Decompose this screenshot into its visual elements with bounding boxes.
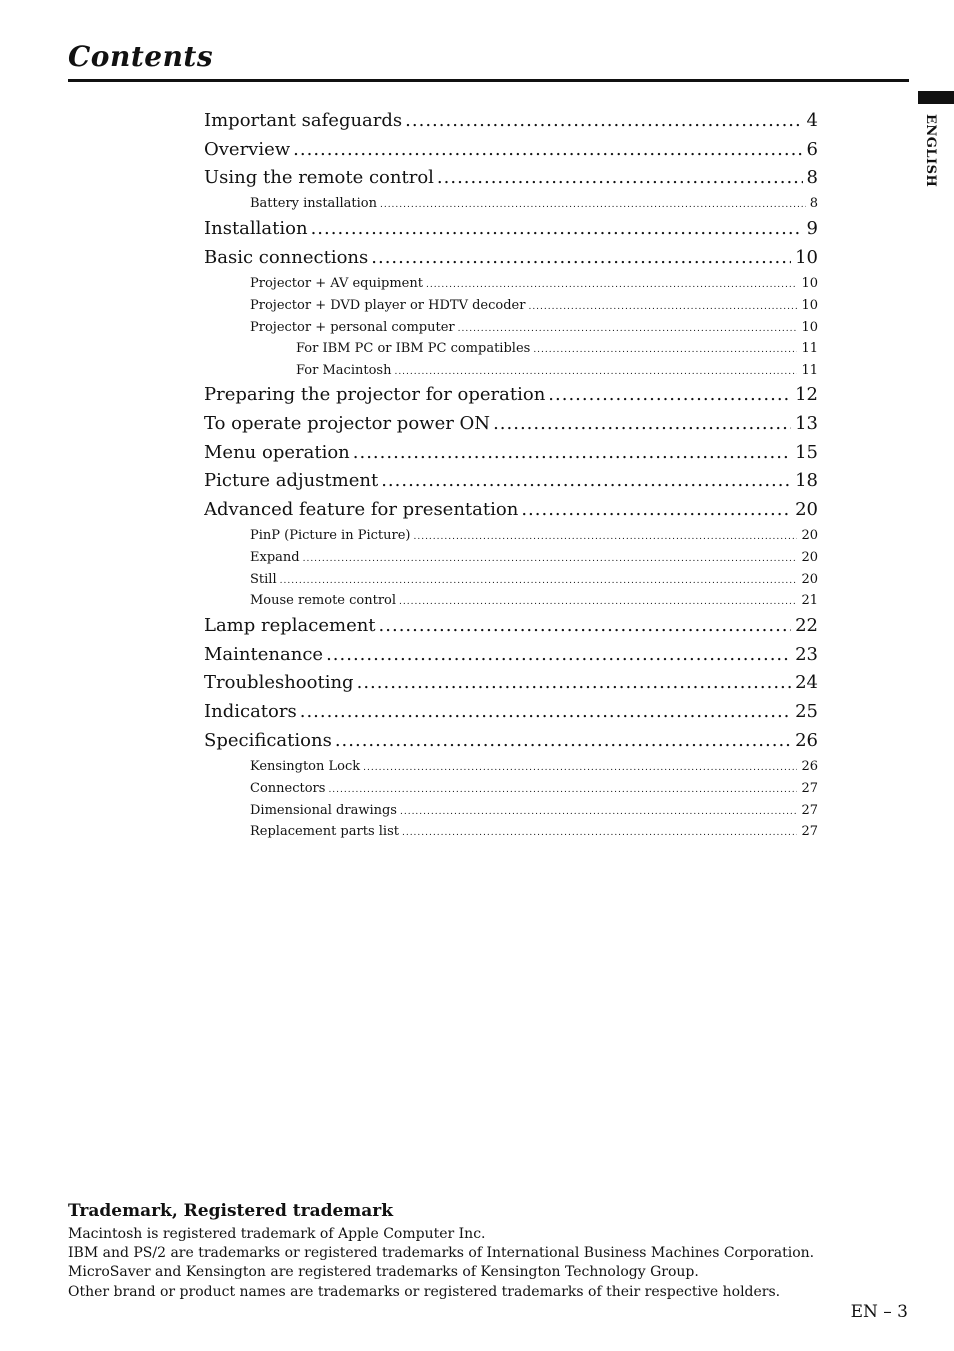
toc-entry [204,730,818,754]
toc-entry-page: 20 [801,528,818,543]
toc-entry [250,572,818,590]
toc-entry-page: 10 [801,298,818,313]
toc-leader-dots [380,200,806,210]
toc-entry [204,413,818,437]
toc-entry-title: Mouse remote control [250,593,397,608]
toc-leader-dots [458,324,798,334]
toc-entry [250,298,818,316]
toc-entry-title: Important safeguards [204,110,403,131]
toc-leader-dots [363,763,797,773]
toc-leader-dots [303,554,798,564]
toc-leader-dots [528,302,797,312]
toc-entry-page: 10 [795,247,818,268]
toc-entry-page: 12 [795,384,818,405]
toc-leader-dots [379,615,792,636]
toc-entry [250,759,818,777]
toc-entry [250,196,818,214]
page-number: EN – 3 [850,1302,908,1322]
toc-entry [250,320,818,338]
toc-entry-title: Maintenance [204,644,324,665]
toc-entry-page: 26 [795,730,818,751]
toc-leader-dots [399,597,797,607]
toc-entry-title: To operate projector power ON [204,413,491,434]
toc-entry [296,363,818,381]
toc-entry [250,550,818,568]
trademark-heading: Trademark, Registered trademark [68,1201,394,1221]
trademark-line: Macintosh is registered trademark of Apple Computer Inc. [68,1226,486,1242]
toc-entry [204,644,818,668]
toc-entry-title: Specifications [204,730,332,751]
toc-leader-dots [328,785,797,795]
toc-entry [204,247,818,271]
toc-entry-page: 13 [795,413,818,434]
toc-entry-title: Indicators [204,701,297,722]
toc-entry [250,824,818,842]
toc-entry-page: 20 [801,572,818,587]
toc-entry [204,442,818,466]
toc-entry [250,803,818,821]
toc-entry-page: 6 [806,139,818,160]
toc-leader-dots [280,576,798,586]
toc-entry-title: For Macintosh [296,363,392,378]
toc-entry-page: 11 [801,363,818,378]
toc-entry-title: For IBM PC or IBM PC compatibles [296,341,531,356]
toc-entry [204,218,818,242]
language-tab-label: ENGLISH [923,114,938,188]
toc-entry-title: Menu operation [204,442,350,463]
toc-entry-page: 4 [806,110,818,131]
toc-entry [204,470,818,494]
trademark-line: IBM and PS/2 are trademarks or registered trademarks of International Business Machines Corporation. [68,1245,815,1261]
toc-entry [204,384,818,408]
toc-entry-title: Projector + personal computer [250,320,455,335]
toc-entry-page: 27 [801,803,818,818]
toc-leader-dots [381,470,791,491]
toc-entry-page: 25 [795,701,818,722]
language-tab-marker [918,91,954,104]
toc-entry [204,139,818,163]
toc-entry [250,276,818,294]
toc-leader-dots [326,644,791,665]
toc-entry-page: 11 [801,341,818,356]
toc-leader-dots [400,807,797,817]
toc-entry-title: Battery installation [250,196,377,211]
trademark-line: Other brand or product names are trademarks or registered trademarks of their respective holders. [68,1284,781,1300]
toc-entry [250,593,818,611]
toc-leader-dots [426,280,797,290]
toc-entry-title: Still [250,572,277,587]
toc-entry-page: 18 [795,470,818,491]
toc-leader-dots [311,218,803,239]
title-divider [68,79,909,82]
toc-entry-page: 20 [801,550,818,565]
toc-entry-page: 10 [801,276,818,291]
toc-entry-title: Installation [204,218,308,239]
toc-entry [204,615,818,639]
toc-entry-page: 27 [801,781,818,796]
toc-entry-title: Kensington Lock [250,759,361,774]
toc-entry-page: 24 [795,672,818,693]
toc-leader-dots [493,413,791,434]
toc-entry-title: Projector + AV equipment [250,276,423,291]
toc-entry-title: Lamp replacement [204,615,376,636]
toc-entry [204,672,818,696]
toc-entry [296,341,818,359]
toc-entry-page: 27 [801,824,818,839]
toc-entry-title: Using the remote control [204,167,434,188]
toc-entry-page: 22 [795,615,818,636]
toc-entry-title: Preparing the projector for operation [204,384,546,405]
toc-leader-dots [548,384,791,405]
toc-entry-title: Picture adjustment [204,470,379,491]
toc-entry [204,167,818,191]
toc-leader-dots [357,672,792,693]
toc-entry-title: Troubleshooting [204,672,354,693]
toc-entry-page: 10 [801,320,818,335]
toc-entry [204,701,818,725]
toc-leader-dots [413,532,797,542]
toc-leader-dots [437,167,803,188]
toc-entry-page: 23 [795,644,818,665]
toc-entry-title: Projector + DVD player or HDTV decoder [250,298,526,313]
toc-entry-title: Basic connections [204,247,369,268]
toc-leader-dots [394,367,797,377]
toc-entry-title: Advanced feature for presentation [204,499,519,520]
toc-leader-dots [353,442,791,463]
toc-entry [250,781,818,799]
toc-entry-page: 8 [806,167,818,188]
toc-leader-dots [405,110,802,131]
toc-leader-dots [521,499,791,520]
toc-entry-page: 21 [801,593,818,608]
toc-entry [204,110,818,134]
page-title: Contents [68,40,214,73]
toc-leader-dots [371,247,791,268]
toc-leader-dots [335,730,791,751]
toc-entry-page: 20 [795,499,818,520]
toc-leader-dots [402,828,797,838]
toc-leader-dots [293,139,802,160]
toc-entry-title: Dimensional drawings [250,803,397,818]
toc-entry-page: 8 [809,196,818,211]
toc-entry-page: 26 [801,759,818,774]
toc-entry [204,499,818,523]
toc-entry [250,528,818,546]
toc-leader-dots [533,345,797,355]
toc-entry-page: 9 [806,218,818,239]
toc-entry-title: Overview [204,139,291,160]
toc-entry-title: Expand [250,550,300,565]
toc-entry-title: PinP (Picture in Picture) [250,528,411,543]
toc-entry-title: Replacement parts list [250,824,399,839]
toc-leader-dots [300,701,791,722]
toc-entry-title: Connectors [250,781,326,796]
trademark-line: MicroSaver and Kensington are registered trademarks of Kensington Technology Group. [68,1264,699,1280]
toc-entry-page: 15 [795,442,818,463]
